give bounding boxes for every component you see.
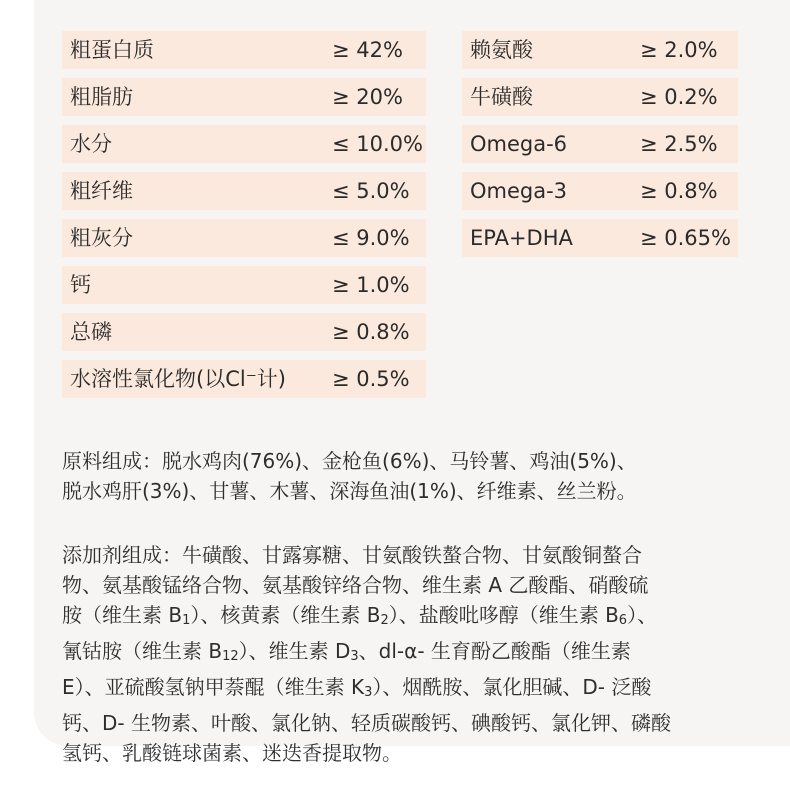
subscript: 6: [618, 613, 628, 628]
additives-text: ）、: [627, 603, 658, 627]
additives-line: 物、氨基酸锰络合物、氨基酸锌络合物、维生素 A 乙酸酯、硝酸硫: [62, 573, 649, 597]
nutrient-value: ≥ 20%: [332, 85, 403, 109]
nutrition-row: [462, 125, 738, 163]
nutrient-value: ≥ 2.5%: [640, 132, 718, 156]
nutrient-name: 牛磺酸: [470, 85, 533, 109]
ingredients-line: 原料组成：脱水鸡肉(76%)、金枪鱼(6%)、马铃薯、鸡油(5%)、: [62, 449, 637, 473]
nutrient-value: ≥ 0.65%: [640, 226, 731, 250]
subscript: 12: [222, 649, 239, 664]
nutrient-value: ≥ 2.0%: [640, 38, 718, 62]
additives-line: [62, 600, 752, 636]
nutrition-row: [62, 266, 426, 304]
nutrient-name: 水分: [70, 132, 112, 156]
nutrient-name: 粗蛋白质: [70, 38, 154, 62]
nutrient-value: ≥ 0.5%: [332, 367, 410, 391]
nutrient-value: ≥ 42%: [332, 38, 403, 62]
additives-text: ）、维生素 D: [238, 639, 351, 663]
ingredients-paragraph: [62, 446, 752, 506]
subscript: 3: [350, 649, 359, 664]
nutrition-row: [462, 31, 738, 69]
nutrient-name: EPA+DHA: [470, 226, 573, 250]
additives-text: 、dl-α- 生育酚乙酸酯（维生素: [358, 639, 631, 663]
additives-text: E）、亚硫酸氢钠甲萘醌（维生素 K: [62, 675, 365, 699]
nutrition-row: [62, 125, 426, 163]
additives-text: ）、盐酸吡哆醇（维生素 B: [388, 603, 619, 627]
nutrition-row: [62, 172, 426, 210]
nutrition-row: [62, 360, 426, 398]
additives-line: 添加剂组成：牛磺酸、甘露寡糖、甘氨酸铁螯合物、甘氨酸铜螯合: [62, 543, 642, 567]
nutrient-value: ≥ 1.0%: [332, 273, 410, 297]
additives-line: 钙、D- 生物素、叶酸、氯化钠、轻质碳酸钙、碘酸钙、氯化钾、磷酸: [62, 711, 671, 735]
nutrient-name: Omega-3: [470, 179, 568, 203]
nutrient-name: 赖氨酸: [470, 38, 533, 62]
nutrition-row: [462, 172, 738, 210]
nutrient-value: ≥ 0.2%: [640, 85, 718, 109]
nutrition-row: [62, 31, 426, 69]
nutrition-row: [462, 78, 738, 116]
additives-paragraph: [62, 540, 752, 768]
nutrition-row: [62, 219, 426, 257]
nutrition-row: [62, 313, 426, 351]
ingredients-line: 脱水鸡肝(3%)、甘薯、木薯、深海鱼油(1%)、纤维素、丝兰粉。: [62, 479, 637, 503]
additives-line: [62, 636, 752, 672]
additives-text: ）、烟酰胺、氯化胆碱、D- 泛酸: [372, 675, 652, 699]
nutrient-value: ≥ 0.8%: [640, 179, 718, 203]
subscript: 2: [380, 613, 389, 628]
nutrient-name: 总磷: [70, 320, 112, 344]
nutrient-value: ≤ 5.0%: [332, 179, 410, 203]
additives-text: 胺（维生素 B: [62, 603, 183, 627]
additives-line: 氢钙、乳酸链球菌素、迷迭香提取物。: [62, 741, 402, 765]
subscript: 1: [182, 613, 191, 628]
nutrient-name: 钙: [70, 273, 91, 297]
nutrient-value: ≥ 0.8%: [332, 320, 410, 344]
nutrient-name: 粗脂肪: [70, 85, 133, 109]
additives-text: 氰钴胺（维生素 B: [62, 639, 223, 663]
nutrient-value: ≤ 9.0%: [332, 226, 410, 250]
nutrient-name: 水溶性氯化物(以Cl⁻计): [70, 367, 286, 391]
nutrient-value: ≤ 10.0%: [332, 132, 423, 156]
subscript: 3: [364, 685, 373, 700]
additives-text: ）、核黄素（维生素 B: [190, 603, 381, 627]
nutrient-name: Omega-6: [470, 132, 568, 156]
nutrition-row: [462, 219, 738, 257]
nutrient-name: 粗灰分: [70, 226, 133, 250]
nutrient-name: 粗纤维: [70, 179, 133, 203]
additives-line: [62, 672, 752, 708]
nutrition-row: [62, 78, 426, 116]
